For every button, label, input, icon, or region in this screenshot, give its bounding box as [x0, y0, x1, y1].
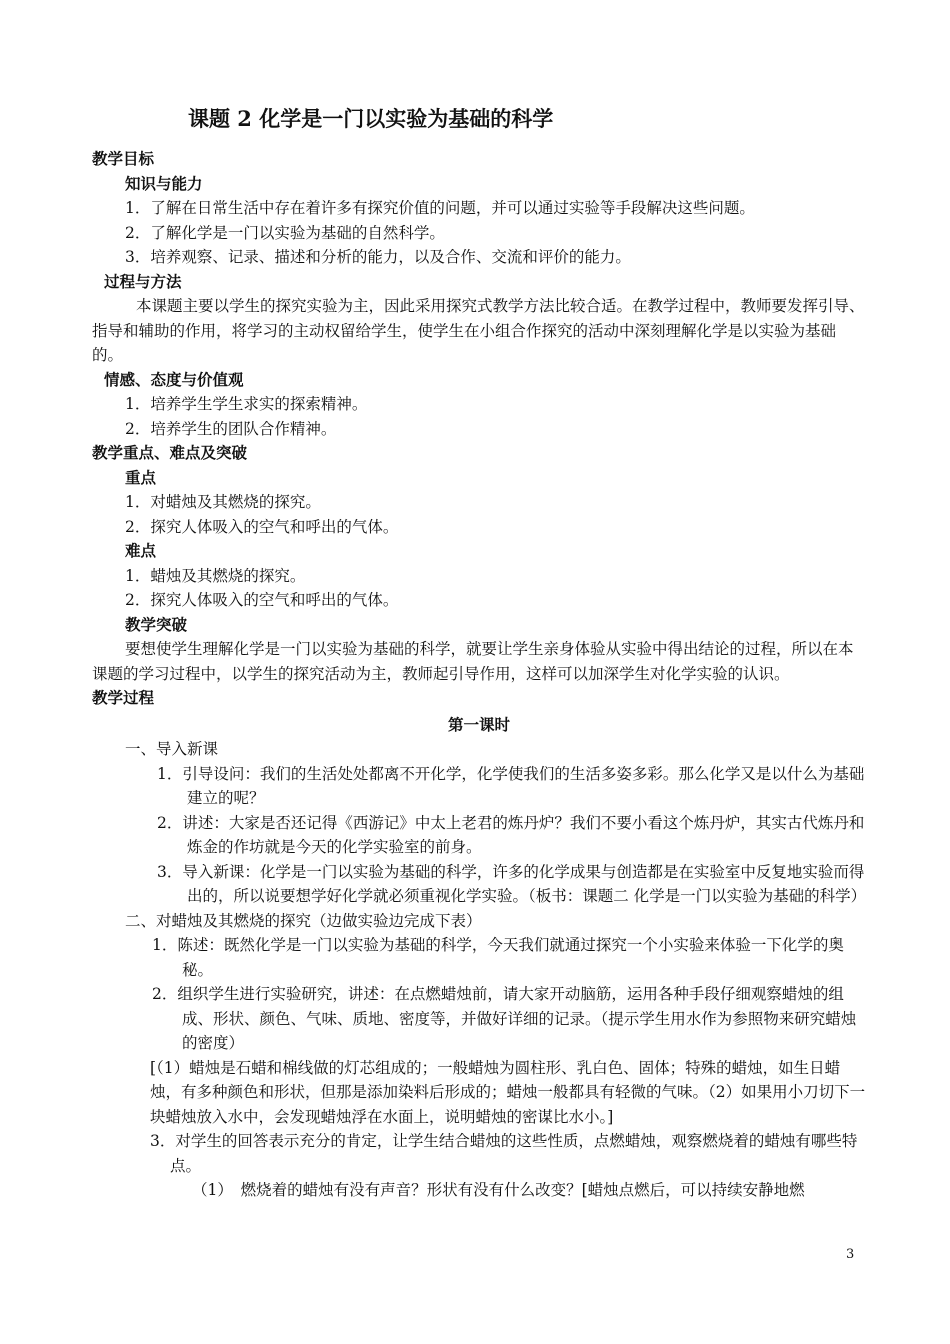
lesson-heading: 第一课时 [447, 714, 510, 734]
list-item: 2．组织学生进行实验研究，讲述：在点燃蜡烛前，请大家开动脑筋，运用各种手段仔细观察蜡烛的组成、形状、颜色、气味、质地、密度等，并做好详细的记录。（提示学生用水作为参照物来研究蜡烛的密度） [152, 985, 857, 1052]
list-item: 1．了解在日常生活中存在着许多有探究价值的问题，并可以通过实验等手段解决这些问题。 [125, 199, 755, 217]
answer-note: [（1）蜡烛是石蜡和棉线做的灯芯组成的；一般蜡烛为圆柱形、乳白色、固体；特殊的蜡烛，如生日蜡烛，有多种颜色和形状，但那是添加染料后形成的；蜡烛一般都具有轻微的气味。（2）如果用小刀切下一块蜡烛放入水中，会发现蜡烛浮在水面上，说明蜡烛的密谋比水小。] [150, 1058, 866, 1126]
knowledge-heading: 知识与能力 [125, 173, 203, 193]
page-title: 课题 2 化学是一门以实验为基础的科学 [188, 106, 554, 131]
list-item: 2．讲述：大家是否还记得《西游记》中太上老君的炼丹炉？我们不要小看这个炼丹炉，其实古代炼丹和炼金的作坊就是今天的化学实验室的前身。 [157, 813, 865, 856]
breakthrough-heading: 教学突破 [125, 614, 188, 634]
difficulty-heading: 难点 [125, 541, 157, 560]
page-number: 3 [846, 1247, 855, 1262]
list-item: 2．探究人体吸入的空气和呼出的气体。 [125, 517, 399, 536]
list-item: 2．培养学生的团队合作精神。 [125, 419, 337, 438]
list-item: 1．蜡烛及其燃烧的探究。 [125, 566, 306, 585]
list-item: 3．培养观察、记录、描述和分析的能力，以及合作、交流和评价的能力。 [125, 248, 631, 266]
process-method-paragraph: 本课题主要以学生的探究实验为主，因此采用探究式教学方法比较合适。在教学过程中，教师要发挥引导、指导和辅助的作用，将学习的主动权留给学生，使学生在小组合作探究的活动中深刻理解化学是以实验为基础的。 [92, 297, 865, 364]
section-heading: 二、对蜡烛及其燃烧的探究（边做实验边完成下表） [125, 911, 482, 930]
focus-heading: 重点 [125, 467, 157, 487]
objectives-heading: 教学目标 [92, 149, 155, 168]
list-item: 2．了解化学是一门以实验为基础的自然科学。 [125, 223, 445, 242]
list-item: 1．培养学生学生求实的探索精神。 [125, 395, 368, 413]
breakthrough-paragraph: 要想使学生理解化学是一门以实验为基础的科学，就要让学生亲身体验从实验中得出结论的过程，所以在本课题的学习过程中，以学生的探究活动为主，教师起引导作用，这样可以加深学生对化学实验的认识。 [92, 640, 854, 683]
keypoints-heading: 教学重点、难点及突破 [92, 443, 248, 462]
list-item: 1．陈述：既然化学是一门以实验为基础的科学，今天我们就通过探究一个小实验来体验一下化学的奥秘。 [152, 936, 844, 979]
emotion-heading: 情感、态度与价值观 [104, 369, 244, 389]
process-method-heading: 过程与方法 [104, 271, 182, 291]
document-body [92, 147, 866, 1203]
list-item: 1．引导设问：我们的生活处处都离不开化学，化学使我们的生活多姿多彩。那么化学又是以什么为基础建立的呢？ [157, 764, 865, 807]
sub-item: （1） 燃烧着的蜡烛有没有声音？形状有没有什么改变？[蜡烛点燃后，可以持续安静地燃 [192, 1181, 805, 1199]
list-item: 3．对学生的回答表示充分的肯定，让学生结合蜡烛的这些性质，点燃蜡烛，观察燃烧着的蜡烛有哪些特点。 [150, 1132, 858, 1175]
list-item: 2．探究人体吸入的空气和呼出的气体。 [125, 591, 399, 609]
section-heading: 一、导入新课 [125, 740, 219, 758]
list-item: 3．导入新课：化学是一门以实验为基础的科学，许多的化学成果与创造都是在实验室中反复地实验而得出的，所以说要想学好化学就必须重视化学实验。（板书：课题二 化学是一门以实验为基础的科学） [157, 862, 867, 905]
teaching-process-heading: 教学过程 [92, 688, 155, 707]
list-item: 1．对蜡烛及其燃烧的探究。 [125, 493, 321, 511]
